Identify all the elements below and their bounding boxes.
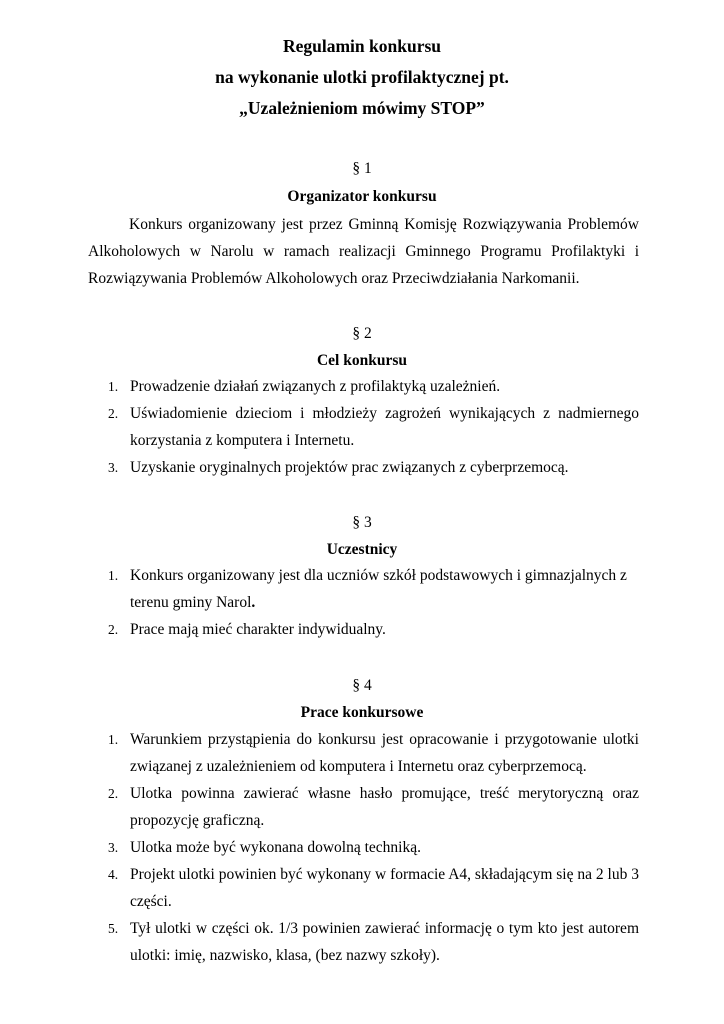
section-3-list xyxy=(88,562,634,643)
list-item-text: Uświadomienie dzieciom i młodzieży zagrożeń wynikających z nadmiernego korzystania z komputera i Internetu. xyxy=(130,405,639,449)
list-item-number: 3. xyxy=(108,460,119,475)
list-item-number: 4. xyxy=(108,867,119,882)
list-item xyxy=(88,780,639,834)
list-item-text: Ulotka może być wykonana dowolną techniką. xyxy=(130,839,421,856)
section-1-heading: Organizator konkursu xyxy=(287,188,437,205)
list-item-number: 2. xyxy=(108,786,119,801)
list-item-number: 1. xyxy=(108,732,119,747)
section-3-heading: Uczestnicy xyxy=(326,541,398,558)
list-item xyxy=(88,454,639,481)
list-item xyxy=(88,726,639,780)
list-item xyxy=(88,834,639,861)
list-item-number: 1. xyxy=(108,379,119,394)
list-item-suffix: . xyxy=(251,594,256,611)
section-1-text: Konkurs organizowany jest przez Gminną Komisję Rozwiązywania Problemów Alkoholowych w Narolu w ramach realizacji Gminnego Programu Profilaktyki i Rozwiązywania Problemów Alkoholowych oraz Przeciwdziałania Narkomanii. xyxy=(88,216,639,287)
list-item-number: 5. xyxy=(108,921,119,936)
list-item-number: 2. xyxy=(108,406,119,421)
list-item-text: Ulotka powinna zawierać własne hasło promujące, treść merytoryczną oraz propozycję graficzną. xyxy=(130,785,639,829)
section-2-number: § 2 xyxy=(352,325,372,342)
list-item xyxy=(88,616,634,643)
section-2-list xyxy=(88,373,639,481)
title-line-2: na wykonanie ulotki profilaktycznej pt. xyxy=(215,67,509,87)
list-item xyxy=(88,915,639,969)
section-4-heading: Prace konkursowe xyxy=(300,704,424,721)
section-1-number: § 1 xyxy=(352,160,372,177)
title-line-3: „Uzależnieniom mówimy STOP” xyxy=(239,98,485,118)
list-item-number: 1. xyxy=(108,568,119,583)
list-item-text: Uzyskanie oryginalnych projektów prac związanych z cyberprzemocą. xyxy=(130,459,569,476)
list-item-text: Projekt ulotki powinien być wykonany w formacie A4, składającym się na 2 lub 3 części. xyxy=(130,866,639,910)
list-item xyxy=(88,400,639,454)
list-item-text: Warunkiem przystąpienia do konkursu jest opracowanie i przygotowanie ulotki związanej z uzależnieniem od komputera i Internetu oraz cyberprzemocą. xyxy=(130,731,639,775)
list-item-text: Konkurs organizowany jest dla uczniów szkół podstawowych i gimnazjalnych z terenu gminy Narol xyxy=(130,567,627,611)
section-2-heading: Cel konkursu xyxy=(316,352,408,369)
section-4-list xyxy=(88,726,639,969)
list-item-text: Prace mają mieć charakter indywidualny. xyxy=(130,621,386,638)
list-item xyxy=(88,861,639,915)
list-item-number: 2. xyxy=(108,622,119,637)
list-item xyxy=(88,562,634,616)
list-item xyxy=(88,373,639,400)
section-3-number: § 3 xyxy=(352,514,372,531)
list-item-number: 3. xyxy=(108,840,119,855)
list-item-text: Tył ulotki w części ok. 1/3 powinien zawierać informację o tym kto jest autorem ulotki: imię, nazwisko, klasa, (bez nazwy szkoły). xyxy=(130,920,639,964)
list-item-text: Prowadzenie działań związanych z profilaktyką uzależnień. xyxy=(130,378,501,395)
title-line-1: Regulamin konkursu xyxy=(282,36,442,56)
section-4-number: § 4 xyxy=(352,677,372,694)
